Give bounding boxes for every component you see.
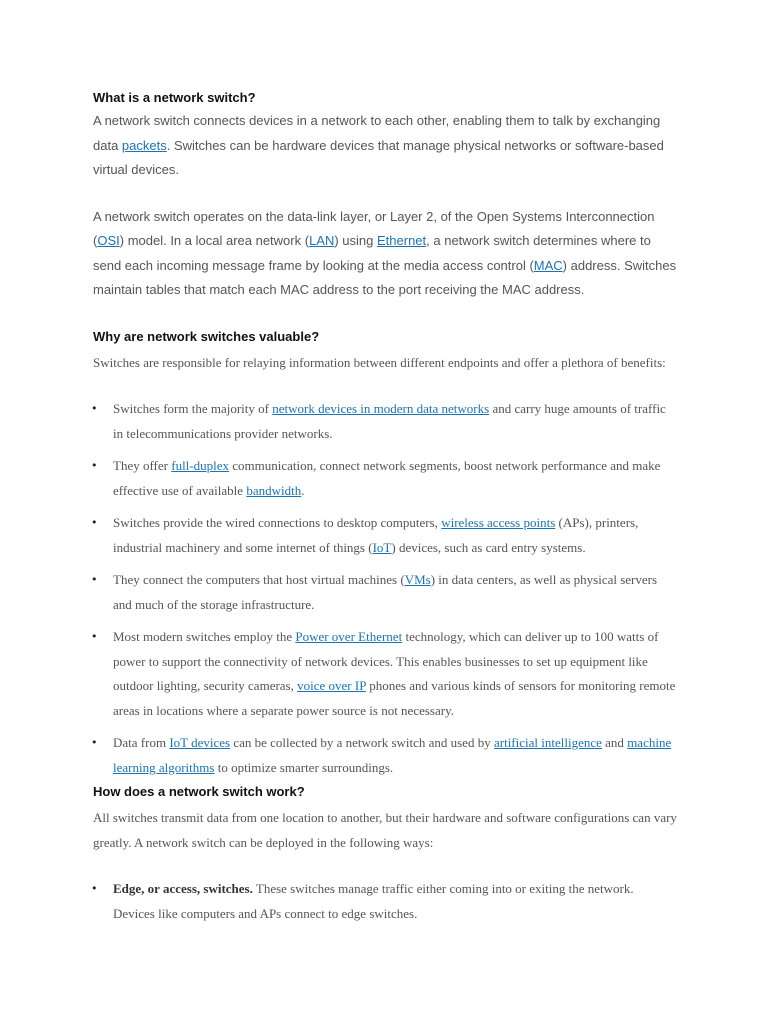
list-item: • Most modern switches employ the Power over Ethernet technology, which can deliver up to 100 watts of power to support the connectivity of network devices. This enables businesses to set up equipment like outdoor lighting, security cameras, voice over IP phones and various kinds of sensors for monitoring remote areas in locations where a separate power source is not necessary. <box>113 625 677 723</box>
list-item: • Edge, or access, switches. These switches manage traffic either coming into or exiting the network. Devices like computers and APs connect to edge switches. <box>113 877 677 926</box>
paragraph-deploy-intro: All switches transmit data from one location to another, but their hardware and software configurations can vary greatly. A network switch can be deployed in the following ways: <box>93 810 677 850</box>
list-item: • Switches provide the wired connections to desktop computers, wireless access points (APs), printers, industrial machinery and some internet of things (IoT) devices, such as card entry systems. <box>113 511 677 560</box>
link-packets[interactable]: packets <box>121 137 167 153</box>
heading-why-valuable: Why are network switches valuable? <box>93 328 320 344</box>
link-full-duplex[interactable]: full-duplex <box>171 458 229 473</box>
link-vms[interactable]: VMs <box>404 572 431 587</box>
heading-how-works: How does a network switch work? <box>93 784 305 799</box>
link-artificial-intelligence[interactable]: artificial intelligence <box>493 735 602 750</box>
list-item: • Switches form the majority of network devices in modern data networks and carry huge amounts of traffic in telecommunications provider networks. <box>113 397 677 446</box>
link-lan[interactable]: LAN <box>309 233 335 248</box>
deployment-list <box>93 877 677 926</box>
benefits-list <box>93 397 677 780</box>
list-item: • They offer full-duplex communication, connect network segments, boost network performance and make effective use of available bandwidth. <box>113 454 677 503</box>
link-iot[interactable]: IoT <box>372 539 392 555</box>
link-iot-devices[interactable]: IoT devices <box>169 735 231 750</box>
term-edge-switches: Edge, or access, switches. <box>113 881 253 896</box>
paragraph-intro: A network switch connects devices in a network to each other, enabling them to talk by exchanging data packets. Switches can be hardware devices that manage physical networks or software-based virtual devices. <box>93 113 664 177</box>
link-bandwidth[interactable]: bandwidth <box>246 482 302 498</box>
article <box>93 90 677 926</box>
link-voice-over-ip[interactable]: voice over IP <box>297 678 366 693</box>
link-wireless-access-points[interactable]: wireless access points <box>441 515 556 530</box>
link-machine-learning-algorithms[interactable]: machine learning algorithms <box>113 735 672 775</box>
paragraph-osi: A network switch operates on the data-link layer, or Layer 2, of the Open Systems Interconnection (OSI) model. In a local area network (LAN) using Ethernet, a network switch determines where to send each incoming message frame by looking at the media access control (MAC) address. Switches maintain tables that match each MAC address to the port receiving the MAC address. <box>93 208 677 297</box>
link-network-devices[interactable]: network devices in modern data networks <box>272 401 490 416</box>
heading-what-is-switch: What is a network switch? <box>93 90 256 105</box>
paragraph-benefits-intro: Switches are responsible for relaying information between different endpoints and offer a plethora of benefits: <box>93 354 666 370</box>
link-osi[interactable]: OSI <box>97 233 120 248</box>
list-item: • They connect the computers that host virtual machines (VMs) in data centers, as well as physical servers and much of the storage infrastructure. <box>113 568 677 617</box>
list-item: • Data from IoT devices can be collected by a network switch and used by artificial intelligence and machine learning algorithms to optimize smarter surroundings. <box>113 731 677 780</box>
link-ethernet[interactable]: Ethernet <box>377 233 427 248</box>
link-power-over-ethernet[interactable]: Power over Ethernet <box>295 629 403 644</box>
link-mac[interactable]: MAC <box>533 257 563 273</box>
